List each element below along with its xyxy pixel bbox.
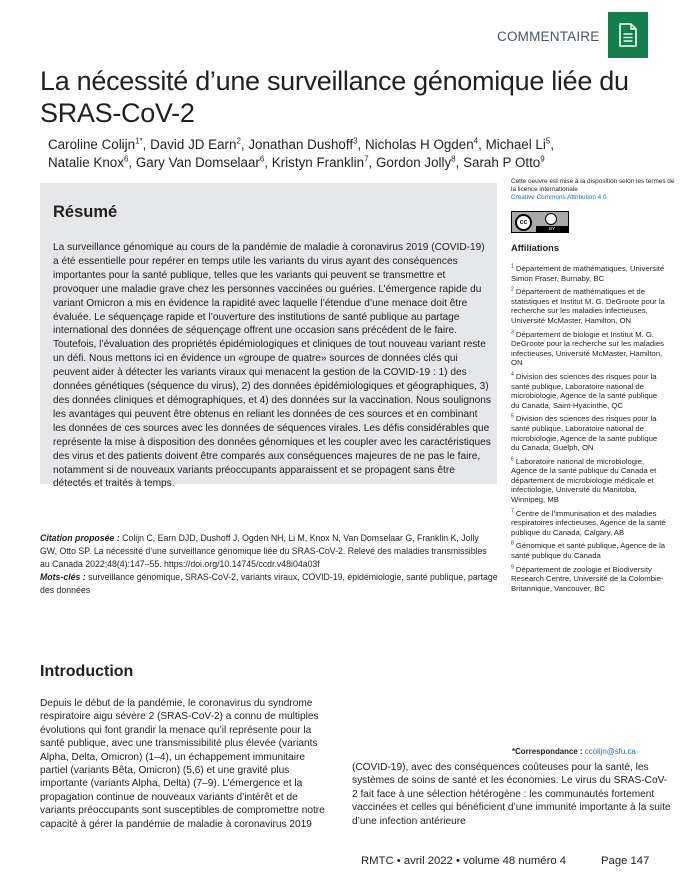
footer-page-number: Page 147 (601, 855, 650, 867)
affiliation-number: 7 (511, 508, 514, 515)
affiliation-text: Division des sciences des risques pour la santé publique, Laboratoire national de microbiologie, Agence de la santé publique du Canada, Saint-Hyacinthe, QC (511, 371, 658, 410)
author-name: Natalie Knox (48, 155, 124, 170)
affiliation-text: Département de mathématiques et de statistiques et Institut M. G. DeGroote pour la recherche sur les maladies infectieuses, Université McMaster, Hamilton, ON (511, 287, 665, 325)
author-affiliation-ref: 1* (135, 136, 143, 146)
affiliation-text: Département de zoologie et Biodiversity Research Centre, Université de la Colombie-Britannique, Vancouver, BC (511, 564, 664, 593)
affiliation-number: 3 (511, 329, 514, 335)
author-name: Michael Li (485, 137, 546, 152)
author-affiliation-ref: 7 (364, 154, 369, 164)
attribution-person-icon (545, 213, 557, 225)
abstract-text: La surveillance génomique au cours de la pandémie de maladie à coronavirus 2019 (COVID-19) a été essentielle pour repérer en temps utile les variants du virus ayant des conséquences importantes pour la santé publique, telles que les variants qui peuvent se transmettre et provoquer une maladie grave chez les personnes vaccinées ou guéries. L’émergence rapide du variant Omicron a mis en évidence la rapidité avec laquelle l’étendue d’une menace doit être évaluée. Le séquençage rapide et l’ouverture des institutions de santé publique au partage international des données de séquençage offrent une occasion sans précédent de le faire. Toutefois, l’évaluation des propriétés épidémiologiques et cliniques de tout nouveau variant reste un défi. Nous mettons ici en évidence un «groupe de quatre» sources de données clés qui peuvent aider à détecter les variants viraux qui menacent la gestion de la COVID-19 : 1) des données génétiques (séquence du virus), 2) des données épidémiologiques et géographiques, 3) des données cliniques et démographiques, et 4) des données sur la vaccination. Nous soulignons les avantages qui peuvent être obtenus en reliant les données de ces sources et en combinant les données de ces sources avec les données de séquences virales. Les défis considérables que représente la mise à disposition des données génomiques et les coupler avec les caractéristiques des virus et des patients doivent être comparés aux conséquences majeures de ne pas le faire, notamment si de nouveaux variants préoccupants apparaissent et se propagent sans être détectés et traités à temps. (53, 242, 491, 490)
affiliations-list (511, 264, 676, 593)
affiliation-item (511, 565, 666, 594)
author-name: Kristyn Franklin (271, 155, 365, 170)
abstract-box (40, 183, 497, 490)
affiliation-text: Département de mathématiques, Université Simon Fraser, Burnaby, BC (511, 264, 665, 283)
affiliation-number: 5 (511, 413, 514, 420)
affiliation-number: 8 (511, 540, 514, 547)
author-name: Caroline Colijn (48, 137, 136, 152)
footer-journal: RMTC • avril 2022 • volume 48 numéro 4 (361, 855, 567, 867)
section-badge (608, 12, 648, 58)
correspondence-label: *Correspondance : (512, 747, 583, 756)
affiliation-item (511, 414, 666, 452)
author-affiliation-ref: 4 (473, 136, 479, 146)
correspondence (512, 747, 636, 756)
affiliation-item (511, 541, 666, 560)
affiliations-heading: Affiliations (511, 243, 560, 253)
section-label: COMMENTAIRE (497, 29, 600, 44)
author-affiliation-ref: 5 (545, 136, 551, 146)
affiliation-number: 6 (511, 456, 514, 463)
affiliation-number: 4 (511, 371, 514, 378)
affiliation-number: 2 (511, 286, 514, 293)
affiliation-item (511, 287, 666, 325)
introduction-heading: Introduction (40, 663, 134, 680)
affiliation-text: Génomique et santé publique, Agence de la santé publique du Canada (511, 541, 666, 561)
citation-label: Citation proposée : (40, 533, 120, 543)
correspondence-email[interactable]: ccolijn@sfu.ca (584, 747, 636, 756)
affiliation-item (511, 330, 666, 368)
citation-text: Colijn C, Earn DJD, Dushoff J, Ogden NH, Li M, Knox N, Van Domselaar G, Franklin K, Jolly GW, Otto SP. La nécessité d’une surveillance génomique liée du SRAS-CoV-2. Relevé des maladies transmissibles au Canada 2022;48(4):147–55. https://doi.org/10.14745/ccdr.v48i04a03f (40, 533, 487, 569)
author-affiliation-ref: 9 (540, 154, 545, 164)
keywords-text: surveillance génomique, SRAS-CoV-2, variants viraux, COVID-19, épidémiologie, santé publique, partage des données (40, 572, 498, 595)
affiliation-item (511, 264, 666, 283)
author-name: Sarah P Otto (463, 155, 541, 170)
license-text: Cette oeuvre est mise à la disposition selon les termes de la licence internationale (511, 178, 675, 193)
sidebar (511, 178, 676, 597)
author-affiliation-ref: 8 (451, 154, 456, 164)
affiliation-item (511, 509, 666, 538)
license-notice (511, 178, 676, 202)
author-name: Nicholas H Ogden (364, 137, 474, 152)
affiliation-text: Laboratoire national de microbiologie, Agence de la santé publique du Canada et département de microbiologie médicale et infectiologie, Université du Manitoba, Winnipeg, MB (511, 456, 657, 505)
author-name: Gary Van Domselaar (135, 155, 260, 170)
affiliation-item (511, 457, 666, 505)
citation-block (40, 532, 498, 597)
author-affiliation-ref: 6 (123, 154, 129, 164)
affiliation-text: Département de biologie et Institut M. G. DeGroote pour la recherche sur les maladies infectieuses, Université McMaster, Hamilton, ON (511, 329, 664, 368)
abstract-heading: Résumé (53, 203, 118, 221)
keywords-label: Mots-clés : (40, 572, 86, 582)
introduction-column-2: (COVID-19), avec des conséquences coûteuses pour la santé, les systèmes de soins de santé et les économies. Le virus du SRAS-CoV-2 fait face à une sélection hétérogène : les communautés fortement vaccinées et celles qui bénéficient d’une immunité importante à la suite d’une infection antérieure (352, 762, 671, 827)
affiliation-number: 9 (511, 564, 514, 571)
affiliation-number: 1 (511, 263, 514, 270)
author-list: Caroline Colijn$^{1*}$, David JD Earn$^2$, Jonathan Dushoff$^3$, Nicholas H Ogden$^4$, Michael Li$^5$, Natalie Knox$^6$, Gary Van Domselaar$^6$, Kristyn Franklin$^7$, Gordon Jolly$^8$, Sarah P Otto$^9$ (48, 136, 555, 170)
author-affiliation-ref: 3 (353, 136, 358, 146)
introduction-column-1: Depuis le début de la pandémie, le coronavirus du syndrome respiratoire aigu sévère 2 (SRAS-CoV-2) a connu de multiples évolutions qui font grandir la menace qu’il représente pour la santé publique, avec une transmissibilité plus élevée (variants Alpha, Delta, Omicron) (1–4), un échappement immunitaire partiel (variants Bêta, Omicron) (5,6) et une gravité plus importante (variants Alpha, Delta) (7–9). L’émergence et la propagation continue de nouveaux variants d’intérêt et de variants préoccupants sont susceptibles de compromettre notre capacité à gérer la pandémie de maladie à coronavirus 2019 (40, 698, 325, 830)
affiliation-text: Division des sciences des risques pour la santé publique, Laboratoire national de microbiologie, Agence de la santé publique du Canada, Guelph, ON (511, 414, 658, 453)
author-affiliation-ref: 6 (259, 154, 265, 164)
author-name: Jonathan Dushoff (248, 137, 354, 152)
affiliation-text: Centre de l’immunisation et des maladies respiratoires infectieuses, Agence de la santé publique du Canada, Calgary, AB (511, 508, 666, 537)
author-name: Gordon Jolly (375, 155, 452, 170)
cc-icon: cc (515, 214, 532, 231)
article-title: La nécessité d’une surveillance génomique liée du SRAS-CoV-2 (40, 66, 629, 128)
license-link[interactable]: Creative Commons Attribution 4.0 (511, 194, 607, 201)
by-label: BY (536, 226, 568, 232)
author-affiliation-ref: 2 (236, 136, 241, 146)
affiliation-item (511, 372, 666, 410)
document-icon (619, 23, 637, 47)
cc-by-badge[interactable] (511, 211, 569, 233)
author-name: David JD Earn (150, 137, 237, 152)
